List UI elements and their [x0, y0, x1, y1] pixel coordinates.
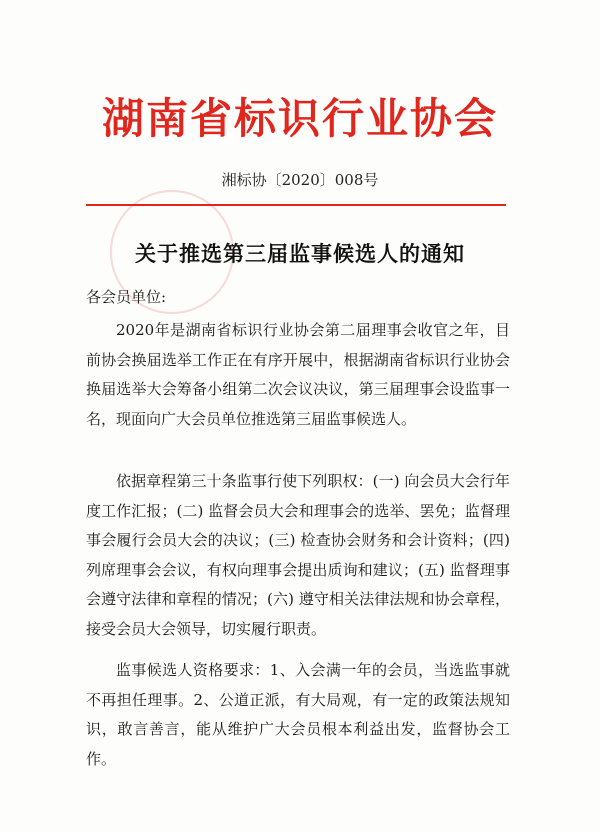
- paragraph-duties: 依据章程第三十条监事行使下列职权：(一) 向会员大会行年度工作汇报；(二) 监督会员大会和理事会的选举、罢免；监督理事会履行会员大会的决议；(三) 检查协会财务和会计资料；(四) 列席理事会会议，有权向理事会提出质询和建议；(五) 监督理事会遵守法律和章程的情况；(六) 遵守相关法律法规和协会章程，接受会员大会领导，切实履行职责。: [86, 472, 510, 638]
- salutation: 各会员单位:: [86, 288, 167, 306]
- document-number: 湘标协〔2020〕008号: [221, 171, 379, 189]
- paragraph-requirements: 监事候选人资格要求：1、入会满一年的会员，当选监事就不再担任理事。2、公道正派，有大局观，有一定的政策法规知识，敢言善言，能从维护广大会员根本利益出发，监督协会工作。: [86, 661, 510, 768]
- organization-title: 湖南省标识行业协会: [101, 94, 498, 143]
- red-divider-line: [86, 204, 506, 206]
- paragraph-intro: 2020年是湖南省标识行业协会第二届理事会收官之年，目前协会换届选举工作正在有序开展中，根据湖南省标识行业协会换届选举大会筹备小组第二次会议决议，第三届理事会设监事一名，现面向广大会员单位推选第三届监事候选人。: [86, 321, 510, 428]
- notice-title: 关于推选第三届监事候选人的通知: [135, 242, 465, 266]
